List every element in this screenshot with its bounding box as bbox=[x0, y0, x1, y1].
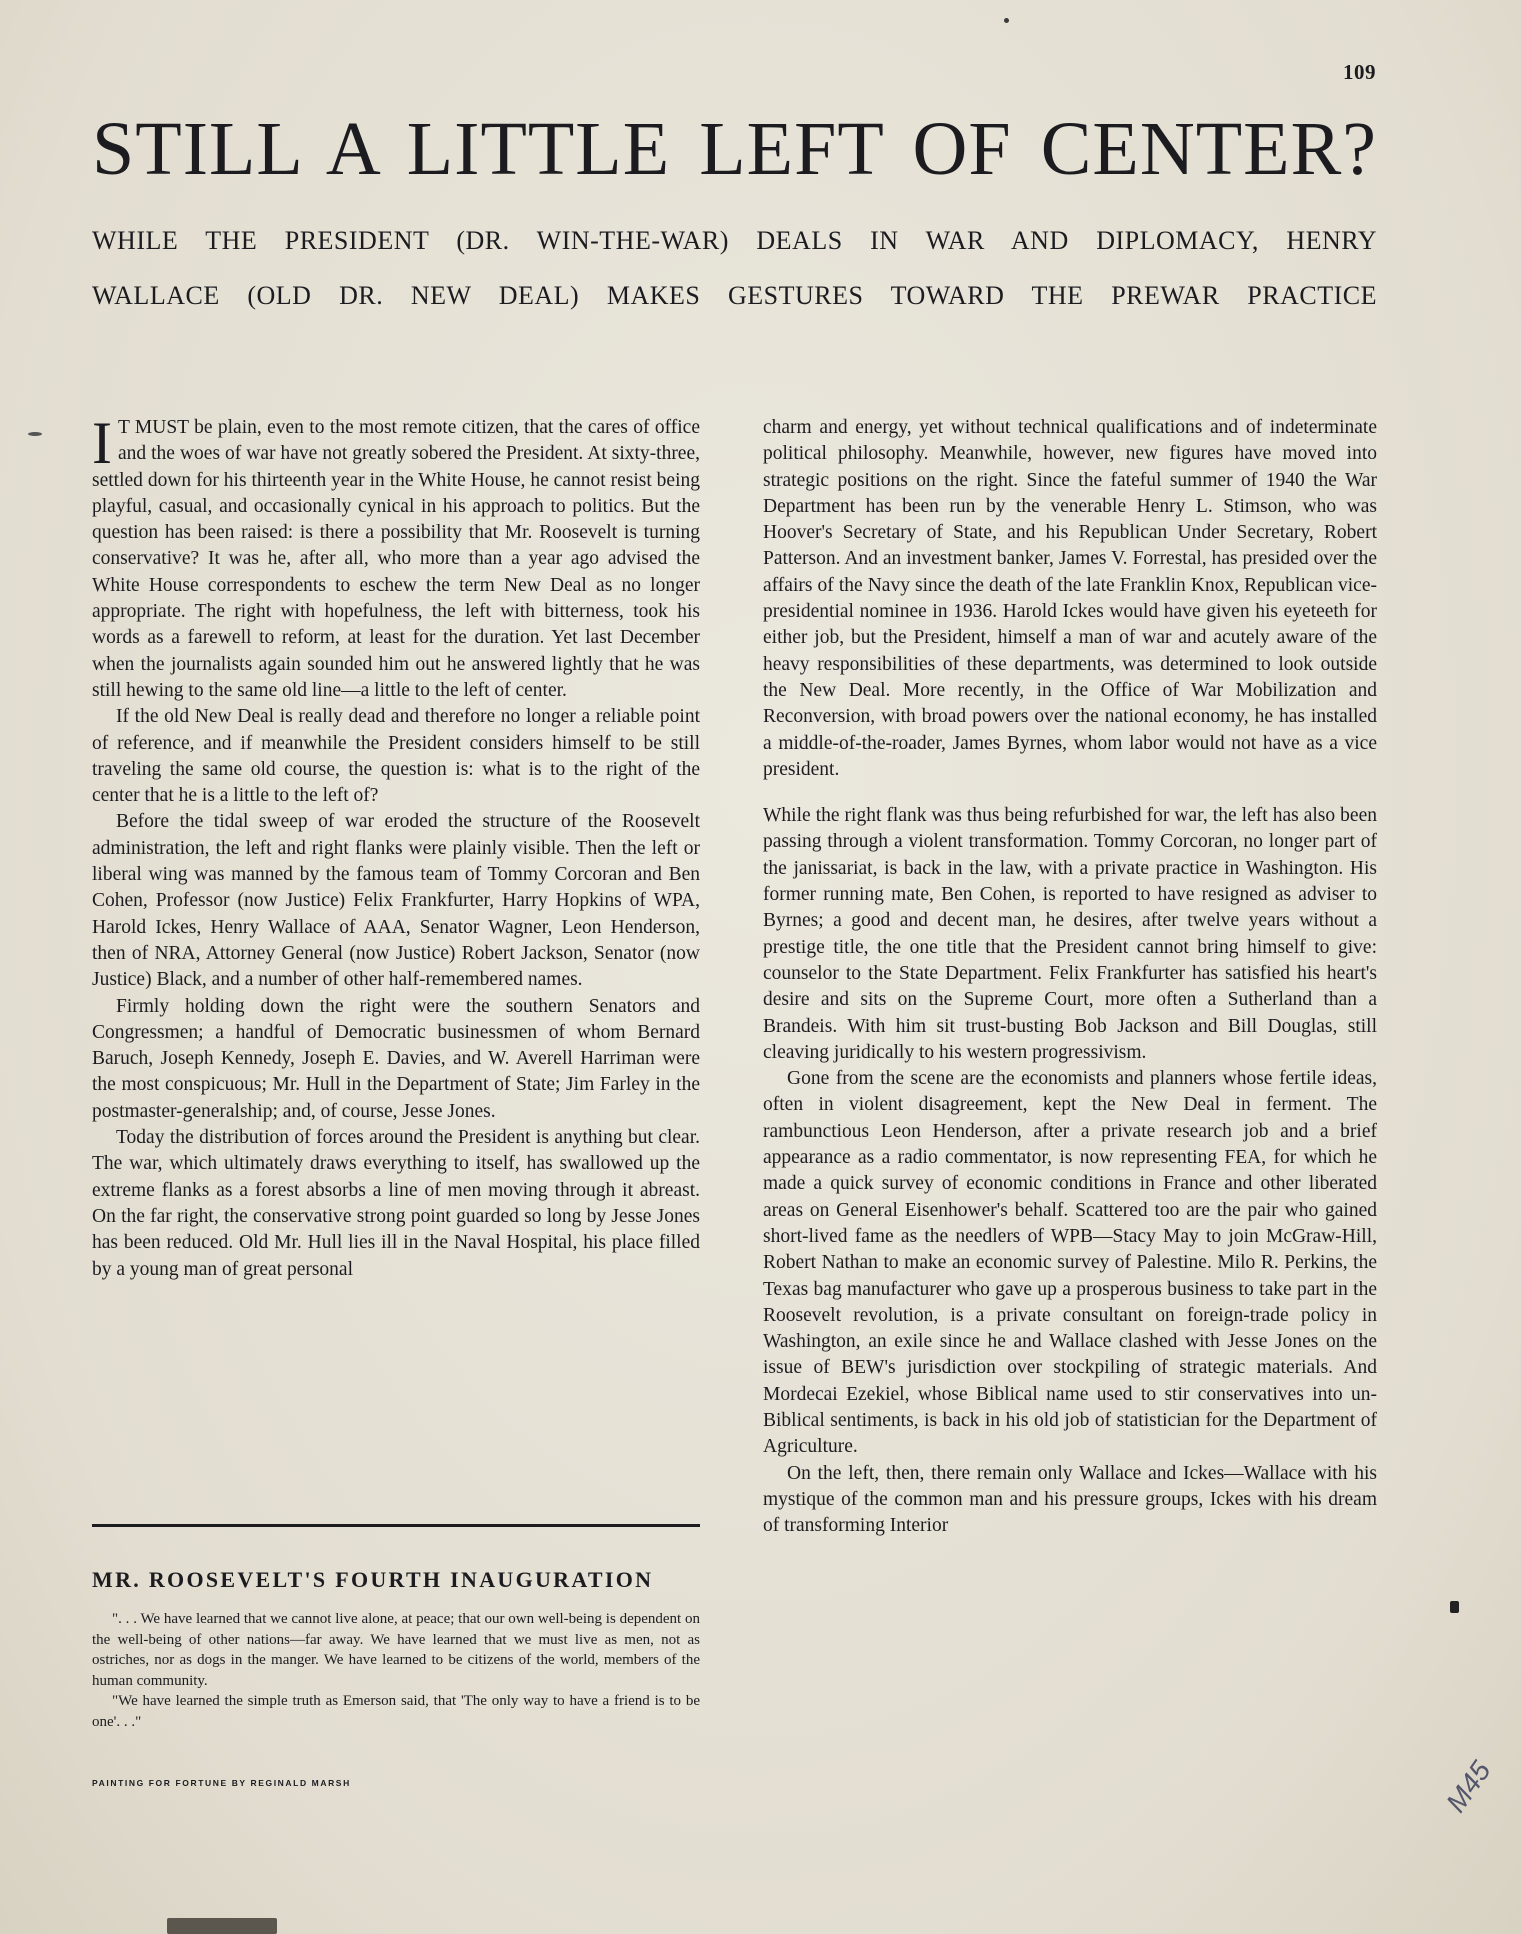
paragraph: Firmly holding down the right were the southern Senators and Congressmen; a handful of Democratic businessmen of whom Bernard Baruch, Joseph Kennedy, Joseph E. Davies, and W. Averell Harriman were the most conspicuous; Mr. Hull in the Department of State; Jim Farley in the postmaster-generalship; and, of course, Jesse Jones. bbox=[92, 995, 700, 1122]
paragraph: Today the distribution of forces around the President is anything but clear. The war, which ultimately draws everything to itself, has swallowed up the extreme flanks as a forest absorbs a line of men moving through it abreast. On the far right, the conservative strong point guarded so long by Jesse Jones has been reduced. Old Mr. Hull lies ill in the Naval Hospital, his place filled by a young man of great personal bbox=[92, 1127, 700, 1280]
deck-line-2: WALLACE (OLD DR. NEW DEAL) MAKES GESTURES TOWARD THE PREWAR PRACTICE bbox=[92, 281, 1377, 310]
paragraph: Before the tidal sweep of war eroded the structure of the Roosevelt administration, the left and right flanks were plainly visible. Then the left or liberal wing was manned by the famous team of Tommy Corcoran and Ben Cohen, Professor (now Justice) Felix Frankfurter, Harry Hopkins of WPA, Harold Ickes, Henry Wallace of AAA, Senator Wagner, Leon Henderson, then of NRA, Attorney General (now Justice) Robert Jackson, Senator (now Justice) Black, and a number of other half-remembered names. bbox=[92, 811, 700, 991]
paragraph: If the old New Deal is really dead and therefore no longer a reliable point of reference, and if meanwhile the President considers himself to be still traveling the same old course, the question is: what is to the right of the center that he is a little to the left of? bbox=[92, 706, 700, 807]
print-speck bbox=[28, 432, 42, 436]
binding-shadow bbox=[167, 1918, 277, 1934]
print-speck bbox=[1004, 18, 1009, 23]
paragraph: Gone from the scene are the economists and planners whose fertile ideas, often in violent disagreement, kept the New Deal in ferment. The rambunctious Leon Henderson, after a private research job and a brief appearance as a radio commentator, is now representing FEA, for which he made a quick survey of economic conditions in France and other liberated areas on General Eisenhower's behalf. Scattered too are the pair who gained short-lived fame as the needlers of WPB—Stacy May to join McGraw-Hill, Robert Nathan to make an economic survey of Palestine. Milo R. Perkins, the Texas bag manufacturer who gave up a prosperous business to take part in the Roosevelt revolution, is a private consultant on foreign-trade policy in Washington, an exile since he and Wallace clashed with Jesse Jones on the issue of BEW's jurisdiction over stockpiling of strategic materials. And Mordecai Ezekiel, whose Biblical name used to stir conservatives into un-Biblical sentiments, is back in his old job of statistician for the Department of Agriculture. bbox=[763, 1068, 1377, 1458]
headline: STILL A LITTLE LEFT OF CENTER? bbox=[92, 107, 1377, 191]
print-speck bbox=[1450, 1601, 1459, 1613]
sidebar-rule bbox=[92, 1524, 700, 1527]
paragraph: On the left, then, there remain only Wallace and Ickes—Wallace with his mystique of the common man and his pressure groups, Ickes with his dream of transforming Interior bbox=[763, 1462, 1377, 1537]
paragraph-text: T MUST be plain, even to the most remote citizen, that the cares of office and the woes of war have not greatly sobered the President. At sixty-three, settled down for his thirteenth year in the White House, he cannot resist being playful, casual, and occasionally cynical in his approach to politics. But the question has been raised: is there a possibility that Mr. Roosevelt is turning conservative? It was he, after all, who more than a year ago advised the White House correspondents to eschew the term New Deal as no longer appropriate. The right with hopefulness, the left with bitterness, took his words as a farewell to reform, at least for the duration. Yet last December when the journalists again sounded him out he answered lightly that he was still hewing to the same old line—a little to the left of center. bbox=[92, 417, 700, 701]
left-column bbox=[92, 410, 700, 1283]
quote-paragraph: ". . . We have learned that we cannot live alone, at peace; that our own well-being is dependent on the well-being of other nations—far away. We have learned that we must live as men, not as ostriches, nor as dogs in the manger. We have learned to be citizens of the world, members of the human community. bbox=[92, 1611, 700, 1689]
drop-cap: I bbox=[92, 410, 112, 476]
paragraph: While the right flank was thus being refurbished for war, the left has also been passing through a violent transformation. Tommy Corcoran, no longer part of the janissariat, is back in the law, with a private practice in Washington. His former running mate, Ben Cohen, is reported to have resigned as adviser to Byrnes; a good and decent man, he desires, after twelve years without a prestige title, the one title that the President cannot bring himself to give: counselor to the State Department. Felix Frankfurter has satisfied his heart's desire and sits on the Supreme Court, more often a Sutherland than a Brandeis. With him sit trust-busting Bob Jackson and Bill Douglas, still cleaving juridically to his western progressivism. bbox=[763, 805, 1377, 1063]
paragraph bbox=[92, 410, 700, 704]
page-number: 109 bbox=[1343, 60, 1376, 84]
inaugural-quote bbox=[92, 1609, 700, 1732]
handwritten-marginalia: M45 bbox=[1440, 1755, 1497, 1818]
sidebar-title: MR. ROOSEVELT'S FOURTH INAUGURATION bbox=[92, 1567, 654, 1592]
right-column bbox=[763, 415, 1377, 1539]
illustration-credit: PAINTING FOR FORTUNE BY REGINALD MARSH bbox=[92, 1778, 351, 1788]
deck-line-1: WHILE THE PRESIDENT (DR. WIN-THE-WAR) DEALS IN WAR AND DIPLOMACY, HENRY bbox=[92, 226, 1377, 255]
paragraph: charm and energy, yet without technical qualifications and of indeterminate political philosophy. Meanwhile, however, new figures have moved into strategic positions on the right. Since the fateful summer of 1940 the War Department has been run by the venerable Henry L. Stimson, who was Hoover's Secretary of State, and his Republican Under Secretary, Robert Patterson. And an investment banker, James V. Forrestal, has presided over the affairs of the Navy since the death of the late Franklin Knox, Republican vice-presidential nominee in 1936. Harold Ickes would have given his eyeteeth for either job, but the President, himself a man of war and acutely aware of the heavy responsibilities of these departments, was determined to look outside the New Deal. More recently, in the Office of War Mobilization and Reconversion, with broad powers over the national economy, he has installed a middle-of-the-roader, James Byrnes, whom labor would not have as a vice president. bbox=[763, 417, 1377, 780]
quote-paragraph: "We have learned the simple truth as Emerson said, that 'The only way to have a friend is to be one'. . ." bbox=[92, 1693, 700, 1730]
